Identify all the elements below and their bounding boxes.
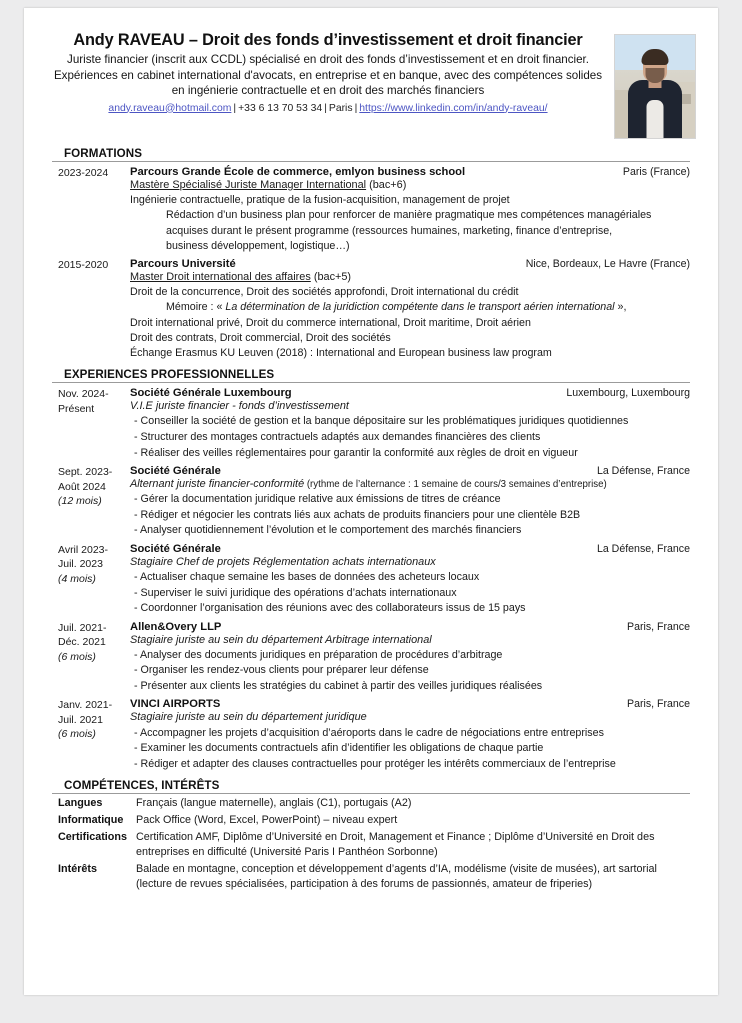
formation-courses: Ingénierie contractuelle, pratique de la fusion-acquisition, management de projet xyxy=(130,194,510,207)
formation-thesis xyxy=(130,300,690,315)
experience-role-title: Stagiaire juriste au sein du département juridique xyxy=(130,711,367,724)
experience-duration: (6 mois) xyxy=(58,650,96,663)
experience-bullet: - Réaliser des veilles réglementaires pour garantir la conformité aux règles de droit en vigueur xyxy=(134,446,578,459)
experience-date-from: Avril 2023- xyxy=(58,543,108,556)
experience-entry xyxy=(52,465,690,539)
thesis-prefix: Mémoire : « xyxy=(166,301,226,314)
experience-role xyxy=(130,710,690,725)
skill-label: Langues xyxy=(58,797,103,810)
profile-summary: Juriste financier (inscrit aux CCDL) spécialisé en droit des fonds d’investissement et en droit financier. Expériences en cabinet international d'avocats, en entreprise et en banque, avec des compétences solides en ingénierie contractuelle et en droit des marchés financiers xyxy=(53,53,603,98)
experience-head xyxy=(130,465,690,477)
experience-date-from: Janv. 2021- xyxy=(58,699,113,712)
experience-dates xyxy=(52,465,130,539)
contact-line xyxy=(52,103,604,114)
experience-date-from: Sept. 2023- xyxy=(58,466,113,479)
experience-location: Paris, France xyxy=(627,620,690,633)
experience-company: Société Générale Luxembourg xyxy=(130,387,292,400)
section-divider-formations xyxy=(52,161,690,162)
experience-date-to: Déc. 2021 xyxy=(58,636,106,649)
section-formations xyxy=(52,147,690,361)
experience-location: Luxembourg, Luxembourg xyxy=(566,387,690,400)
skill-label: Intérêts xyxy=(58,862,98,875)
phone-text: +33 6 13 70 53 34 xyxy=(238,102,323,114)
formation-degree-level: (bac+6) xyxy=(366,179,407,191)
experience-company: Allen&Overy LLP xyxy=(130,620,222,633)
experience-head xyxy=(130,621,690,633)
experience-location: La Défense, France xyxy=(596,542,690,555)
section-title-experiences: EXPERIENCES PROFESSIONNELLES xyxy=(64,368,275,382)
formation-note-line: Rédaction d’un business plan pour renforcer de manière pragmatique mes compétences managériales xyxy=(166,209,652,222)
experience-entry xyxy=(52,621,690,695)
experience-bullet: - Accompagner les projets d’acquisition d’aéroports dans le cadre de négociations entre entreprises xyxy=(134,726,604,739)
formation-exchange: Échange Erasmus KU Leuven (2018) : International and European business law program xyxy=(130,347,552,360)
experience-bullet: - Structurer des montages contractuels adaptés aux demandes financières des clients xyxy=(134,431,541,443)
formation-entry xyxy=(52,166,690,254)
experience-role xyxy=(130,633,690,648)
experience-duration: (4 mois) xyxy=(58,572,96,585)
skill-value: Pack Office (Word, Excel, PowerPoint) – niveau expert xyxy=(136,813,398,826)
skill-value: Balade en montagne, conception et développement d’agents d’IA, modélisme (visite de musées), art sartorial (lecture de revues spécialisées, participation à des forums de passionnés, amateur de friperies) xyxy=(136,862,657,891)
skill-value: Français (langue maternelle), anglais (C1), portugais (A2) xyxy=(136,797,412,810)
experience-date-to: Juil. 2021 xyxy=(58,713,103,726)
skill-row xyxy=(52,830,690,861)
formation-note-line: business développement, logistique…) xyxy=(166,239,350,252)
formation-location: Paris (France) xyxy=(622,166,690,178)
skill-row xyxy=(52,813,690,829)
formation-degree-title: Mastère Spécialisé Juriste Manager International xyxy=(130,179,367,191)
thesis-title: La détermination de la juridiction compétente dans le transport aérien international xyxy=(225,301,615,314)
contact-separator-1: | xyxy=(233,102,237,114)
experience-date-from: Nov. 2024- xyxy=(58,388,109,401)
formation-degree xyxy=(130,178,690,193)
experience-body xyxy=(130,465,690,539)
formation-degree-level: (bac+5) xyxy=(310,271,352,284)
experience-company: Société Générale xyxy=(130,542,221,555)
experience-bullet: - Rédiger et adapter des clauses contractuelles pour protéger les intérêts commerciaux de l’entreprise xyxy=(134,757,616,770)
experience-date-from: Juil. 2021- xyxy=(58,621,107,634)
experience-location: La Défense, France xyxy=(596,465,690,478)
formation-courses: Droit des contrats, Droit commercial, Droit des sociétés xyxy=(130,331,391,344)
experience-role xyxy=(130,399,690,414)
experience-role xyxy=(130,477,690,492)
formation-courses: Droit de la concurrence, Droit des sociétés approfondi, Droit international du crédit xyxy=(130,286,519,299)
formation-institution: Parcours Université xyxy=(130,258,236,271)
experience-role-note: (rythme de l’alternance : 1 semaine de cours/3 semaines d’entreprise) xyxy=(304,479,607,491)
formation-dates: 2015-2020 xyxy=(58,259,109,272)
formation-head xyxy=(130,166,690,178)
contact-separator-2: | xyxy=(324,102,327,114)
experience-dates xyxy=(52,698,130,772)
experience-date-to: Août 2024 xyxy=(58,480,106,493)
section-competences xyxy=(52,779,690,893)
experience-entry xyxy=(52,698,690,772)
experience-entry xyxy=(52,387,690,461)
experience-duration: (6 mois) xyxy=(58,728,96,741)
experience-entry xyxy=(52,543,690,617)
formation-courses: Droit international privé, Droit du commerce international, Droit maritime, Droit aérien xyxy=(130,316,531,329)
skill-row xyxy=(52,796,690,812)
formation-location: Nice, Bordeaux, Le Havre (France) xyxy=(525,258,690,271)
header-text-block xyxy=(52,30,604,114)
experience-role xyxy=(130,555,690,570)
skill-value: Certification AMF, Diplôme d’Université en Droit, Management et Finance ; Diplôme d’Université en Droit des entreprises en difficulté (Université Paris I Panthéon Sorbonne) xyxy=(136,830,655,859)
thesis-suffix: », xyxy=(614,301,627,314)
experience-role-title: V.I.E juriste financier - fonds d’investissement xyxy=(130,400,349,413)
experience-bullet: - Présenter aux clients les stratégies du cabinet à partir des veilles juridiques réalisées xyxy=(134,679,543,692)
skill-row xyxy=(52,862,690,893)
experience-bullet: - Gérer la documentation juridique relative aux émissions de titres de créance xyxy=(134,493,501,506)
page-title: Andy RAVEAU – Droit des fonds d’investissement et droit financier xyxy=(73,31,583,49)
section-experiences xyxy=(52,368,690,772)
formation-dates: 2023-2024 xyxy=(58,167,109,179)
experience-bullet: - Examiner les documents contractuels afin d’identifier les obligations de chaque partie xyxy=(134,742,544,755)
experience-location: Paris, France xyxy=(627,698,690,711)
skill-label: Certifications xyxy=(58,830,127,843)
section-divider-experiences xyxy=(52,382,690,383)
experience-bullet: - Coordonner l’organisation des réunions avec des collaborateurs issus de 15 pays xyxy=(134,602,526,615)
experience-role-title: Stagiaire Chef de projets Réglementation achats internationaux xyxy=(130,555,436,568)
experience-dates xyxy=(52,543,130,617)
experience-head xyxy=(130,387,690,399)
experience-dates xyxy=(52,387,130,461)
experience-body xyxy=(130,621,690,695)
experience-bullet: - Analyser des documents juridiques en préparation de procédures d’arbitrage xyxy=(134,648,503,661)
cv-page xyxy=(24,8,718,995)
formation-note-line: acquises durant le présent programme (ressources humaines, marketing, finance d’entreprise, xyxy=(166,224,613,237)
section-divider-competences xyxy=(52,793,690,794)
experience-role-title: Stagiaire juriste au sein du département Arbitrage international xyxy=(130,633,432,646)
experience-bullet: - Organiser les rendez-vous clients pour préparer leur défense xyxy=(134,664,429,677)
formation-degree-title: Master Droit international des affaires xyxy=(130,271,311,284)
skill-label: Informatique xyxy=(58,813,124,826)
avatar xyxy=(614,34,696,139)
experience-company: Société Générale xyxy=(130,465,221,478)
experience-company: VINCI AIRPORTS xyxy=(130,698,221,711)
experience-date-to: Présent xyxy=(58,402,95,415)
photo-shirt xyxy=(647,100,664,138)
experience-head xyxy=(130,543,690,555)
experience-body xyxy=(130,698,690,772)
formation-head xyxy=(130,258,690,270)
cv-content xyxy=(52,30,690,893)
experience-bullet: - Conseiller la société de gestion et la banque dépositaire sur les problématiques juridiques quotidiennes xyxy=(134,415,629,428)
formation-degree xyxy=(130,270,690,285)
experience-body xyxy=(130,387,690,461)
experience-bullet: - Superviser le suivi juridique des opérations d’achats internationaux xyxy=(134,586,457,599)
experience-bullet: - Actualiser chaque semaine les bases de données des acheteurs locaux xyxy=(134,571,480,584)
section-title-competences: COMPÉTENCES, INTÉRÊTS xyxy=(64,779,220,793)
experience-duration: (12 mois) xyxy=(58,495,102,507)
formation-body xyxy=(130,258,690,361)
formation-institution: Parcours Grande École de commerce, emlyon business school xyxy=(130,166,466,178)
experience-head xyxy=(130,698,690,710)
experience-bullet: - Rédiger et négocier les contrats liés aux achats de produits financiers pour une clientèle B2B xyxy=(134,508,581,521)
city-text: Paris xyxy=(328,102,353,114)
experience-dates xyxy=(52,621,130,695)
experience-date-to: Juil. 2023 xyxy=(58,558,103,571)
cv-header xyxy=(52,30,690,140)
formation-body xyxy=(130,166,690,254)
experience-role-title: Alternant juriste financier-conformité xyxy=(130,478,305,491)
experience-body xyxy=(130,543,690,617)
section-title-formations: FORMATIONS xyxy=(64,147,143,160)
contact-separator-3: | xyxy=(354,102,358,114)
formation-entry xyxy=(52,258,690,361)
email-link[interactable]: andy.raveau@hotmail.com xyxy=(108,102,232,114)
photo-hair xyxy=(642,49,669,65)
experience-bullet: - Analyser quotidiennement l’évolution et le comportement des marchés financiers xyxy=(134,524,522,537)
linkedin-link[interactable]: https://www.linkedin.com/in/andy-raveau/ xyxy=(359,102,548,114)
